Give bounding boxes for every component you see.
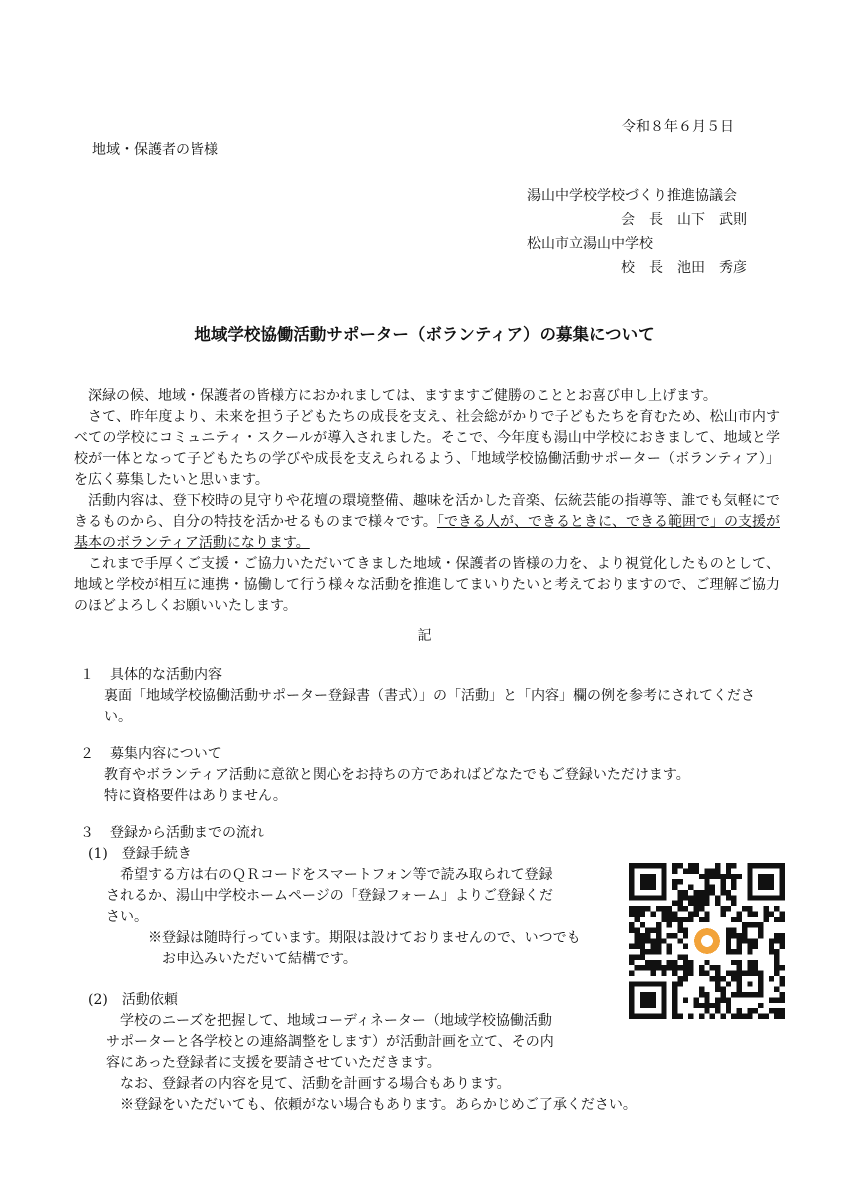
intro-paragraph-4: これまで手厚くご支援・ご協力いただいてきました地域・保護者の皆様の力を、より視覚化したものとして、地域と学校が相互に連携・協働して行う様々な活動を推進してまいりたいと考えておりますので、ご理解ご協力のほどよろしくお願いいたします。 — [74, 556, 780, 614]
qr-code-icon[interactable] — [629, 863, 785, 1019]
intro-paragraph-3 — [74, 491, 780, 554]
subsection-request-label: (2) 活動依頼 — [88, 992, 178, 1008]
section-1-text: 裏面「地域学校協働活動サポーター登録書（書式）」の「活動」と「内容」欄の例を参考にされてください。 — [104, 688, 755, 725]
sender-council-chair: 会 長 山下 武則 — [621, 212, 747, 228]
registration-line-2: されるか、湯山中学校ホームページの「登録フォーム」よりご登録くだ — [106, 888, 554, 904]
subsection-registration-label: (1) 登録手続き — [88, 846, 192, 862]
section-2-line-2: 特に資格要件はありません。 — [104, 788, 287, 804]
registration-line-1: 希望する方は右のＱＲコードをスマートフォン等で読み取られて登録 — [120, 867, 553, 883]
section-1-number: １ — [80, 667, 94, 683]
sender-org-school: 松山市立湯山中学校 — [527, 236, 653, 252]
section-2-line-1: 教育やボランティア活動に意欲と関心をお持ちの方であればどなたでもご登録いただけます。 — [104, 767, 690, 783]
section-2-number: ２ — [80, 746, 94, 762]
intro-paragraph-2: さて、昨年度より、未来を担う子どもたちの成長を支え、社会総がかりで子どもたちを育むため、松山市内すべての学校にコミュニティ・スクールが導入されました。そこで、今年度も湯山中学校におきまして、地域と学校が一体となって子どもたちの学びや成長を支えられるよう、「地域学校協働活動サポーター（ボランティア）」を広く募集したいと思います。 — [74, 409, 780, 488]
section-3-number: ３ — [80, 825, 94, 841]
sender-block — [527, 184, 787, 280]
request-line-3: 容にあった登録者に支援を要請させていただきます。 — [106, 1055, 441, 1071]
sender-org-council: 湯山中学校学校づくり推進協議会 — [527, 188, 737, 204]
section-1-heading — [74, 664, 794, 686]
section-1-title: 具体的な活動内容 — [110, 667, 222, 683]
section-3-title: 登録から活動までの流れ — [110, 825, 264, 841]
section-2-title: 募集内容について — [110, 746, 222, 762]
intro-paragraph-3-text: 活動内容は、登下校時の見守りや花壇の環境整備、趣味を活かした音楽、伝統芸能の指導等、誰でも気軽にできるものから、自分の特技を活かせるものまで様々です。 — [74, 493, 780, 530]
addressee: 地域・保護者の皆様 — [92, 142, 218, 158]
request-line-1: 学校のニーズを把握して、地域コーディネーター（地域学校協働活動 — [120, 1013, 552, 1029]
registration-note-2: お申込みいただいて結構です。 — [162, 951, 357, 967]
ki-marker: 記 — [417, 628, 432, 644]
section-2-heading — [74, 743, 794, 765]
section-2 — [74, 743, 794, 807]
request-line-2: サポーターと各学校との連絡調整をします）が活動計画を立て、その内 — [106, 1034, 554, 1050]
registration-line-3: さい。 — [106, 909, 148, 925]
section-3-heading — [74, 822, 794, 844]
document-title: 地域学校協働活動サポーター（ボランティア）の募集について — [194, 325, 655, 344]
request-line-4: なお、登録者の内容を見て、活動を計画する場合もあります。 — [120, 1076, 511, 1092]
request-line-5: ※登録をいただいても、依頼がない場合もあります。あらかじめご了承ください。 — [120, 1097, 637, 1113]
intro-underlined-phrase: 「できる人が、できるときに、できる範囲で」の支援が基本のボランティア活動になります。 — [74, 514, 780, 551]
intro-body — [74, 386, 780, 617]
intro-paragraph-1: 深緑の候、地域・保護者の皆様方におかれましては、ますますご健勝のこととお喜び申し上げます。 — [88, 388, 717, 404]
sender-principal: 校 長 池田 秀彦 — [621, 260, 747, 276]
document-date: 令和８年６月５日 — [622, 119, 734, 135]
section-1 — [74, 664, 794, 728]
registration-note-1: ※登録は随時行っています。期限は設けておりませんので、いつでも — [148, 930, 581, 946]
